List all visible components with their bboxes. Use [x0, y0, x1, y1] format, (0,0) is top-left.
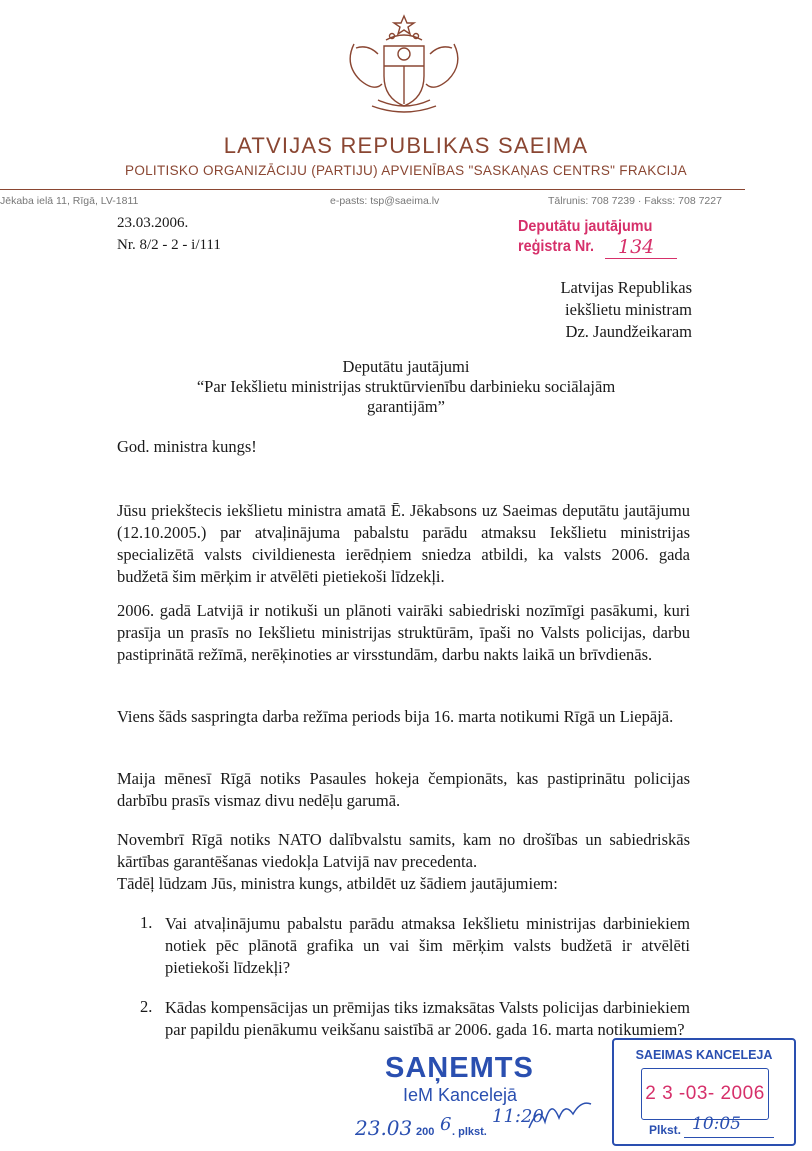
- chancellery-date-frame: [641, 1068, 769, 1120]
- question-number: 2.: [140, 997, 153, 1016]
- received-stamp-title: SAŅEMTS: [385, 1052, 534, 1084]
- registry-stamp-line1: Deputātu jautājumu: [518, 218, 653, 235]
- received-stamp-subtitle: IeM Kancelejā: [403, 1085, 518, 1105]
- document-date: 23.03.2006.: [117, 215, 189, 231]
- body-paragraph: 2006. gadā Latvijā ir notikuši un plānoti vairāki sabiedriski nozīmīgi pasākumi, kuri prasīja un prasīs no Iekšlietu ministrijas struktūrām, īpaši no Valsts policijas, darbu pastiprinātā režīmā, nerēķinoties ar virsstundām, darbu nakts laikā un brīvdienās.: [117, 601, 690, 664]
- letterhead-divider: [0, 189, 745, 190]
- subject-line: garantijām”: [367, 397, 445, 416]
- body-paragraph: Novembrī Rīgā notiks NATO dalībvalstu samits, kam no drošības un sabiedriskās kārtības garantēšanas viedokļa Latvijā nav precedenta.: [117, 830, 690, 871]
- signature-scribble: [525, 1094, 595, 1134]
- received-year-prefix: 200: [416, 1126, 435, 1138]
- chancellery-stamp-title: SAEIMAS KANCELEJA: [635, 1048, 773, 1062]
- body-paragraph: Tādēļ lūdzam Jūs, ministra kungs, atbildēt uz šādiem jautājumiem:: [117, 874, 558, 893]
- received-time: 11:20: [492, 1106, 544, 1127]
- chancellery-time: 10:05: [692, 1114, 741, 1134]
- body-paragraph: Jūsu priekštecis iekšlietu ministra amatā Ē. Jēkabsons uz Saeimas deputātu jautājumu (12.10.2005.) par atvaļinājuma pabalstu parādu atmaksu Iekšlietu ministrijas specializētā valsts civildienesta ierēdņiem sniedza atbildi, ka valsts 2006. gada budžetā šim mērķim ir atvēlēti pietiekoši līdzekļi.: [117, 501, 690, 586]
- registry-stamp-line2: reģistra Nr.: [518, 238, 595, 255]
- letterhead-title: LATVIJAS REPUBLIKAS SAEIMA: [223, 133, 589, 158]
- received-handwritten-date: 23.03: [355, 1116, 413, 1140]
- addressee-block: [560, 277, 692, 343]
- registry-underline: [605, 258, 677, 259]
- chancellery-date: 2 3 -03- 2006: [645, 1083, 765, 1104]
- chancellery-pikst-line: [684, 1137, 774, 1138]
- received-stamp: [385, 1052, 534, 1106]
- question-text: Kādas kompensācijas un prēmijas tiks izmaksātas Valsts policijas darbiniekiem par papildu pienākumu veikšanu saistībā ar 2006. gada 16. marta notikumiem?: [165, 998, 690, 1039]
- registry-number: 134: [618, 236, 655, 258]
- chancellery-stamp: [612, 1038, 796, 1146]
- question-text: Vai atvaļinājumu pabalstu parādu atmaksa Iekšlietu ministrijas darbiniekiem notiek pēc plānotā grafika un vai šim mērķim valsts budžetā ir atvēlēti pietiekoši līdzekļi?: [165, 914, 690, 977]
- body-paragraph: Viens šāds saspringta darba režīma periods bija 16. marta notikumi Rīgā un Liepājā.: [117, 707, 674, 726]
- addressee-line: iekšlietu ministram: [565, 300, 692, 319]
- coat-of-arms-emblem: [334, 14, 474, 122]
- received-year-suffix: 6: [440, 1114, 452, 1135]
- letterhead-email: e-pasts: tsp@saeima.lv: [330, 195, 440, 207]
- subject-line: Deputātu jautājumi: [342, 357, 470, 376]
- addressee-line: Latvijas Republikas: [560, 278, 692, 297]
- addressee-line: Dz. Jaundžeikaram: [565, 322, 692, 341]
- question-number: 1.: [140, 913, 153, 932]
- subject-line: “Par Iekšlietu ministrijas struktūrvienību darbinieku sociālajām: [196, 377, 616, 396]
- body-paragraph: Maija mēnesī Rīgā notiks Pasaules hokeja čempionāts, kas pastiprinātu policijas darbību prasīs vismaz divu nedēļu garumā.: [117, 769, 690, 810]
- chancellery-pikst-label: Plkst.: [649, 1123, 682, 1137]
- letterhead-address: Jēkaba ielā 11, Rīgā, LV-1811: [0, 195, 139, 207]
- subject-block: [0, 357, 812, 417]
- document-number: Nr. 8/2 - 2 - i/111: [117, 237, 221, 253]
- letterhead-phone: Tālrunis: 708 7239 · Fakss: 708 7227: [548, 195, 722, 207]
- letterhead-subtitle: POLITISKO ORGANIZĀCIJU (PARTIJU) APVIENĪBAS "SASKAŅAS CENTRS" FRAKCIJA: [125, 163, 687, 178]
- greeting: God. ministra kungs!: [117, 437, 257, 456]
- received-pikst-label: . plkst.: [452, 1126, 487, 1138]
